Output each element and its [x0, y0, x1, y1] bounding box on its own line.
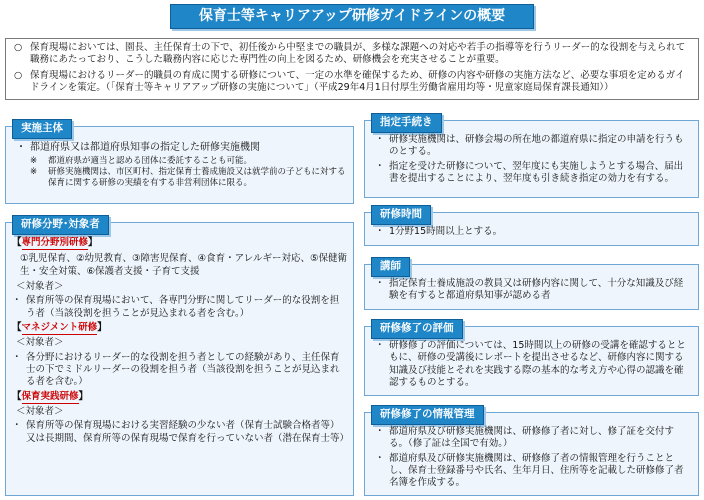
- bullet-dot-icon: ・: [375, 160, 385, 172]
- list-item: [16, 141, 347, 154]
- circle-bullet-icon: ○: [14, 69, 23, 81]
- bullet-dot-icon: ・: [375, 426, 385, 437]
- bullet-dot-icon: ・: [375, 452, 385, 464]
- circle-bullet-icon: ○: [14, 42, 23, 53]
- info-text: 都道府県及び研修実施機関は、研修修了者の情報管理を行うこととし、保育士登録番号や氏名、生年月日、住所等を記載した研修修了者名簿を作成する。: [389, 452, 684, 489]
- intro-text: 保育現場においては、園長、主任保育士の下で、初任後から中堅までの職員が、多様な課題への対応や若手の指導等を行うリーダー的な役割を与えられて職務にあたっており、こうした職務内容に応じた専門性の向上を図るため、研修機会を充実させることが重要。: [30, 42, 686, 66]
- note-text: 都道府県が適当と認める団体に委託することも可能。: [48, 156, 253, 166]
- designation-text: 指定を受けた研修について、翌年度にも実施しようとする場合、届出書を提出することにより、翌年度も引き続き指定の効力を有する。: [389, 160, 684, 185]
- note-mark-icon: ※: [30, 167, 38, 178]
- list-item: [375, 134, 692, 159]
- specialty-items: ①乳児保育、②幼児教育、③障害児保育、④食育・アレルギー対応、⑤保健衛生・安全対策、⑥保護者支援・子育て支援: [20, 253, 347, 277]
- management-title: 【マネジメント研修】: [12, 322, 347, 335]
- section-header: 指定手続き: [371, 113, 442, 133]
- target-label: ＜対象者＞: [16, 337, 64, 349]
- intro-paragraph: [14, 70, 690, 95]
- info-text: 都道府県及び研修実施機関は、研修修了者に対し、修了証を交付する。（修了証は全国で有効。）: [389, 426, 675, 450]
- list-item: [375, 340, 692, 389]
- list-item: [12, 352, 347, 389]
- section-header: 研修分野･対象者: [12, 215, 109, 235]
- designation-text: 研修実施機関は、研修会場の所在地の都道府県に指定の申請を行うものとする。: [389, 134, 684, 158]
- section-header: 実施主体: [12, 119, 72, 139]
- note-text: 研修実施機関は、市区町村、指定保育士養成施設又は就学前の子どもに対する保育に関する研修の実績を有する非営利団体に限る。: [48, 167, 346, 189]
- hours-panel: [364, 208, 699, 246]
- specialty-target-text: 保育所等の保育現場において、各専門分野に関してリーダー的な役割を担う者（当該役割を担うことが見込まれる者を含む。）: [26, 295, 340, 319]
- target-label: ＜対象者＞: [16, 406, 64, 418]
- practice-target-text: 保育所等の保育現場における実習経験の少ない者（保育士試験合格者等）又は長期間、保育所等の保育現場で保育を行っていない者（潜在保育士等）: [26, 420, 350, 444]
- info-management-panel: [364, 408, 699, 496]
- instructor-text: 指定保育士養成施設の教員又は研修内容に関して、十分な知識及び経験を有すると都道府県知事が認める者: [389, 278, 684, 302]
- section-header: 研修修了の評価: [371, 319, 463, 339]
- fields-panel: [5, 218, 354, 496]
- section-header: 研修時間: [371, 205, 431, 225]
- instructor-panel: [364, 260, 699, 310]
- note-item: [16, 156, 347, 167]
- intro-box: [5, 38, 699, 100]
- bullet-dot-icon: ・: [12, 351, 22, 363]
- implementer-panel: [5, 122, 354, 204]
- hours-text: 1分野15時間以上とする。: [389, 226, 503, 237]
- intro-text: 保育現場におけるリーダー的職員の育成に関する研修について、一定の水準を確保するため、研修の内容や研修の実施方法など、必要な事項を定めるガイドラインを策定。（「保育士等キャリアアップ研修の実施について」（平成29年4月1日付厚生労働省雇用均等・児童家庭局保育課長通知））: [30, 69, 685, 94]
- bullet-dot-icon: ・: [12, 295, 22, 307]
- bullet-dot-icon: ・: [375, 278, 385, 289]
- section-header: 講師: [371, 257, 410, 277]
- bullet-dot-icon: ・: [375, 226, 385, 237]
- evaluation-text: 研修修了の評価については、15時間以上の研修の受講を確認するとともに、研修の受講後にレポートを提出させるなど、研修内容に関する知識及び技能とそれを実践する際の基本的な考え方や心得の認識を確認するものとする。: [389, 340, 686, 389]
- page-title: 保育士等キャリアアップ研修ガイドラインの概要: [170, 4, 534, 29]
- list-item: [12, 295, 347, 320]
- section-header: 研修修了の情報管理: [371, 405, 484, 425]
- list-item: [375, 161, 692, 186]
- target-label: ＜対象者＞: [16, 281, 64, 293]
- bullet-dot-icon: ・: [16, 142, 26, 153]
- list-item: [12, 420, 350, 445]
- intro-paragraph: [14, 42, 690, 67]
- list-item: [375, 426, 692, 451]
- implementer-text: 都道府県又は都道府県知事の指定した研修実施機関: [30, 142, 260, 153]
- note-item: [16, 167, 347, 189]
- evaluation-panel: [364, 322, 699, 396]
- bullet-dot-icon: ・: [12, 420, 22, 432]
- list-item: [375, 278, 692, 303]
- specialty-title: 【専門分野別研修】: [12, 237, 347, 250]
- bullet-dot-icon: ・: [375, 134, 385, 145]
- list-item: [375, 226, 692, 238]
- practice-title: 【保育実践研修】: [12, 391, 347, 404]
- management-target-text: 各分野におけるリーダー的な役割を担う者としての経験があり、主任保育士の下でミドルリーダーの役割を担う者（当該役割を担うことが見込まれる者を含む。）: [26, 351, 340, 388]
- bullet-dot-icon: ・: [375, 340, 385, 351]
- note-mark-icon: ※: [30, 156, 38, 166]
- list-item: [375, 453, 692, 490]
- designation-panel: [364, 116, 699, 198]
